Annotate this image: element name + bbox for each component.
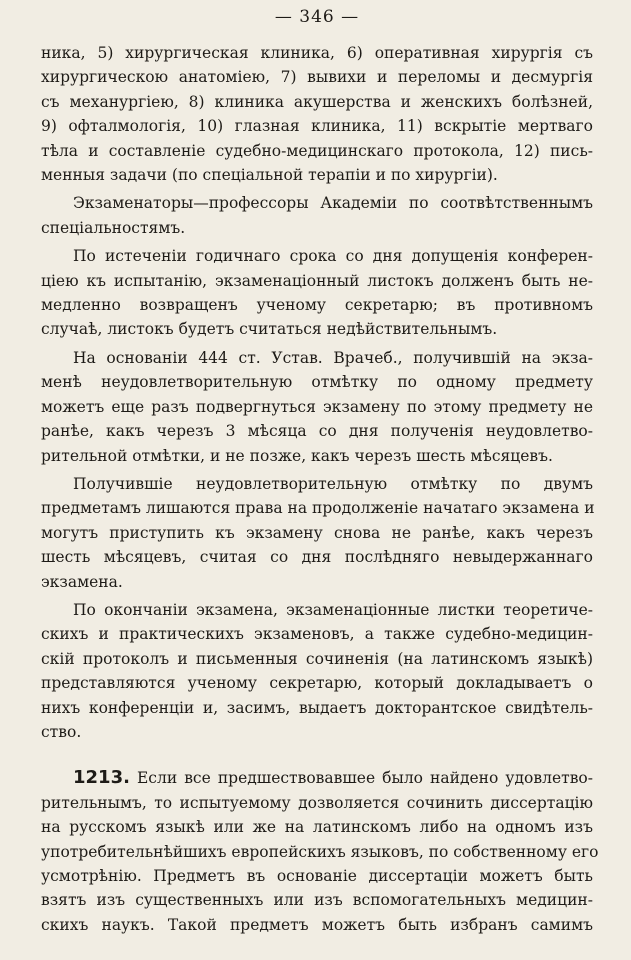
text-line: скихъ и практическихъ экзаменовъ, а также судебно-медицин-	[41, 625, 593, 644]
page-number: — 346 —	[274, 7, 360, 27]
text-line: усмотрѣнію. Предметъ въ основаніе диссертаціи можетъ быть	[41, 867, 593, 885]
text-line: скихъ наукъ. Такой предметъ можетъ быть избранъ самимъ	[41, 915, 593, 934]
text-line: на русскомъ языкѣ или же на латинскомъ либо на одномъ изъ	[41, 818, 593, 837]
text-line: 9) офталмологія, 10) глазная клиника, 11) вскрытіе мертваго	[41, 117, 593, 136]
section-1213	[41, 766, 599, 937]
text-line: съ механургіею, 8) клиника акушерства и женскихъ болѣзней,	[41, 92, 593, 111]
text-line: На основаніи 444 ст. Устав. Врачеб., получившій на экза-	[73, 348, 593, 367]
text-line: ранѣе, какъ черезъ 3 мѣсяца со дня полученія неудовлетво-	[41, 422, 593, 441]
paragraph-examiners	[41, 191, 593, 240]
text-line: рительнымъ, то испытуемому дозволяется сочинить диссертацію	[41, 793, 593, 812]
text-line: ціею къ испытанію, экзаменаціонный листокъ долженъ быть не-	[41, 271, 593, 290]
paragraph-exam-sheet-return	[41, 244, 593, 342]
text-line: скій протоколъ и письменныя сочиненія (на латинскомъ языкѣ)	[41, 649, 593, 668]
text-line	[41, 766, 593, 790]
text-line: употребительнѣйшихъ европейскихъ языковъ, по собственному его	[41, 842, 599, 861]
text-line: ство.	[41, 722, 82, 741]
text-line: случаѣ, листокъ будетъ считаться недѣйствительнымъ.	[41, 320, 498, 339]
text-line: ника, 5) хирургическая клиника, 6) оперативная хирургія съ	[41, 44, 593, 62]
paragraph-doctoral-certificate	[41, 598, 593, 744]
text-line: По истеченіи годичнаго срока со дня допущенія конферен-	[73, 247, 593, 266]
paragraph-reexam-two-subjects	[41, 472, 593, 594]
text-line: По окончаніи экзамена, экзаменаціонные листки теоретиче-	[73, 600, 593, 619]
paragraph-reexam-one-subject	[41, 346, 593, 468]
text-line: шесть мѣсяцевъ, считая со дня послѣдняго невыдержаннаго	[41, 548, 593, 567]
text-line: медленно возвращенъ ученому секретарю; въ противномъ	[41, 296, 593, 315]
text-line: Экзаменаторы—профессоры Академіи по соотвѣтственнымъ	[73, 194, 593, 213]
paragraph-exam-subjects	[41, 41, 593, 187]
text-line: тѣла и составленіе судебно-медицинскаго протокола, 12) пись-	[41, 141, 593, 160]
text-line: можетъ еще разъ подвергнуться экзамену по этому предмету не	[41, 397, 593, 416]
text-line: экзамена.	[41, 572, 123, 591]
section-number: 1213.	[73, 767, 130, 789]
text-line: хирургическою анатоміею, 7) вывихи и переломы и десмургія	[41, 68, 593, 87]
text-line: представляются ученому секретарю, который докладываетъ о	[41, 674, 593, 693]
text-line: взятъ изъ существенныхъ или изъ вспомогательныхъ медицин-	[41, 891, 593, 910]
text-line: менѣ неудовлетворительную отмѣтку по одному предмету	[41, 373, 593, 392]
text-line: спеціальностямъ.	[41, 218, 186, 237]
text-line: менныя задачи (по спеціальной терапіи и по хирургіи).	[41, 166, 498, 185]
section-first-line-text: Если все предшествовавшее было найдено удовлетво-	[136, 769, 593, 788]
text-line: предметамъ лишаются права на продолженіе начатаго экзамена и	[41, 499, 595, 518]
text-line: рительной отмѣтки, и не позже, какъ черезъ шесть мѣсяцевъ.	[41, 446, 553, 465]
text-line: Получившіе неудовлетворительную отмѣтку по двумъ	[73, 474, 593, 493]
text-line: нихъ конференціи и, засимъ, выдаетъ докторантское свидѣтель-	[41, 698, 593, 717]
text-line: могутъ приступить къ экзамену снова не ранѣе, какъ черезъ	[41, 523, 593, 542]
